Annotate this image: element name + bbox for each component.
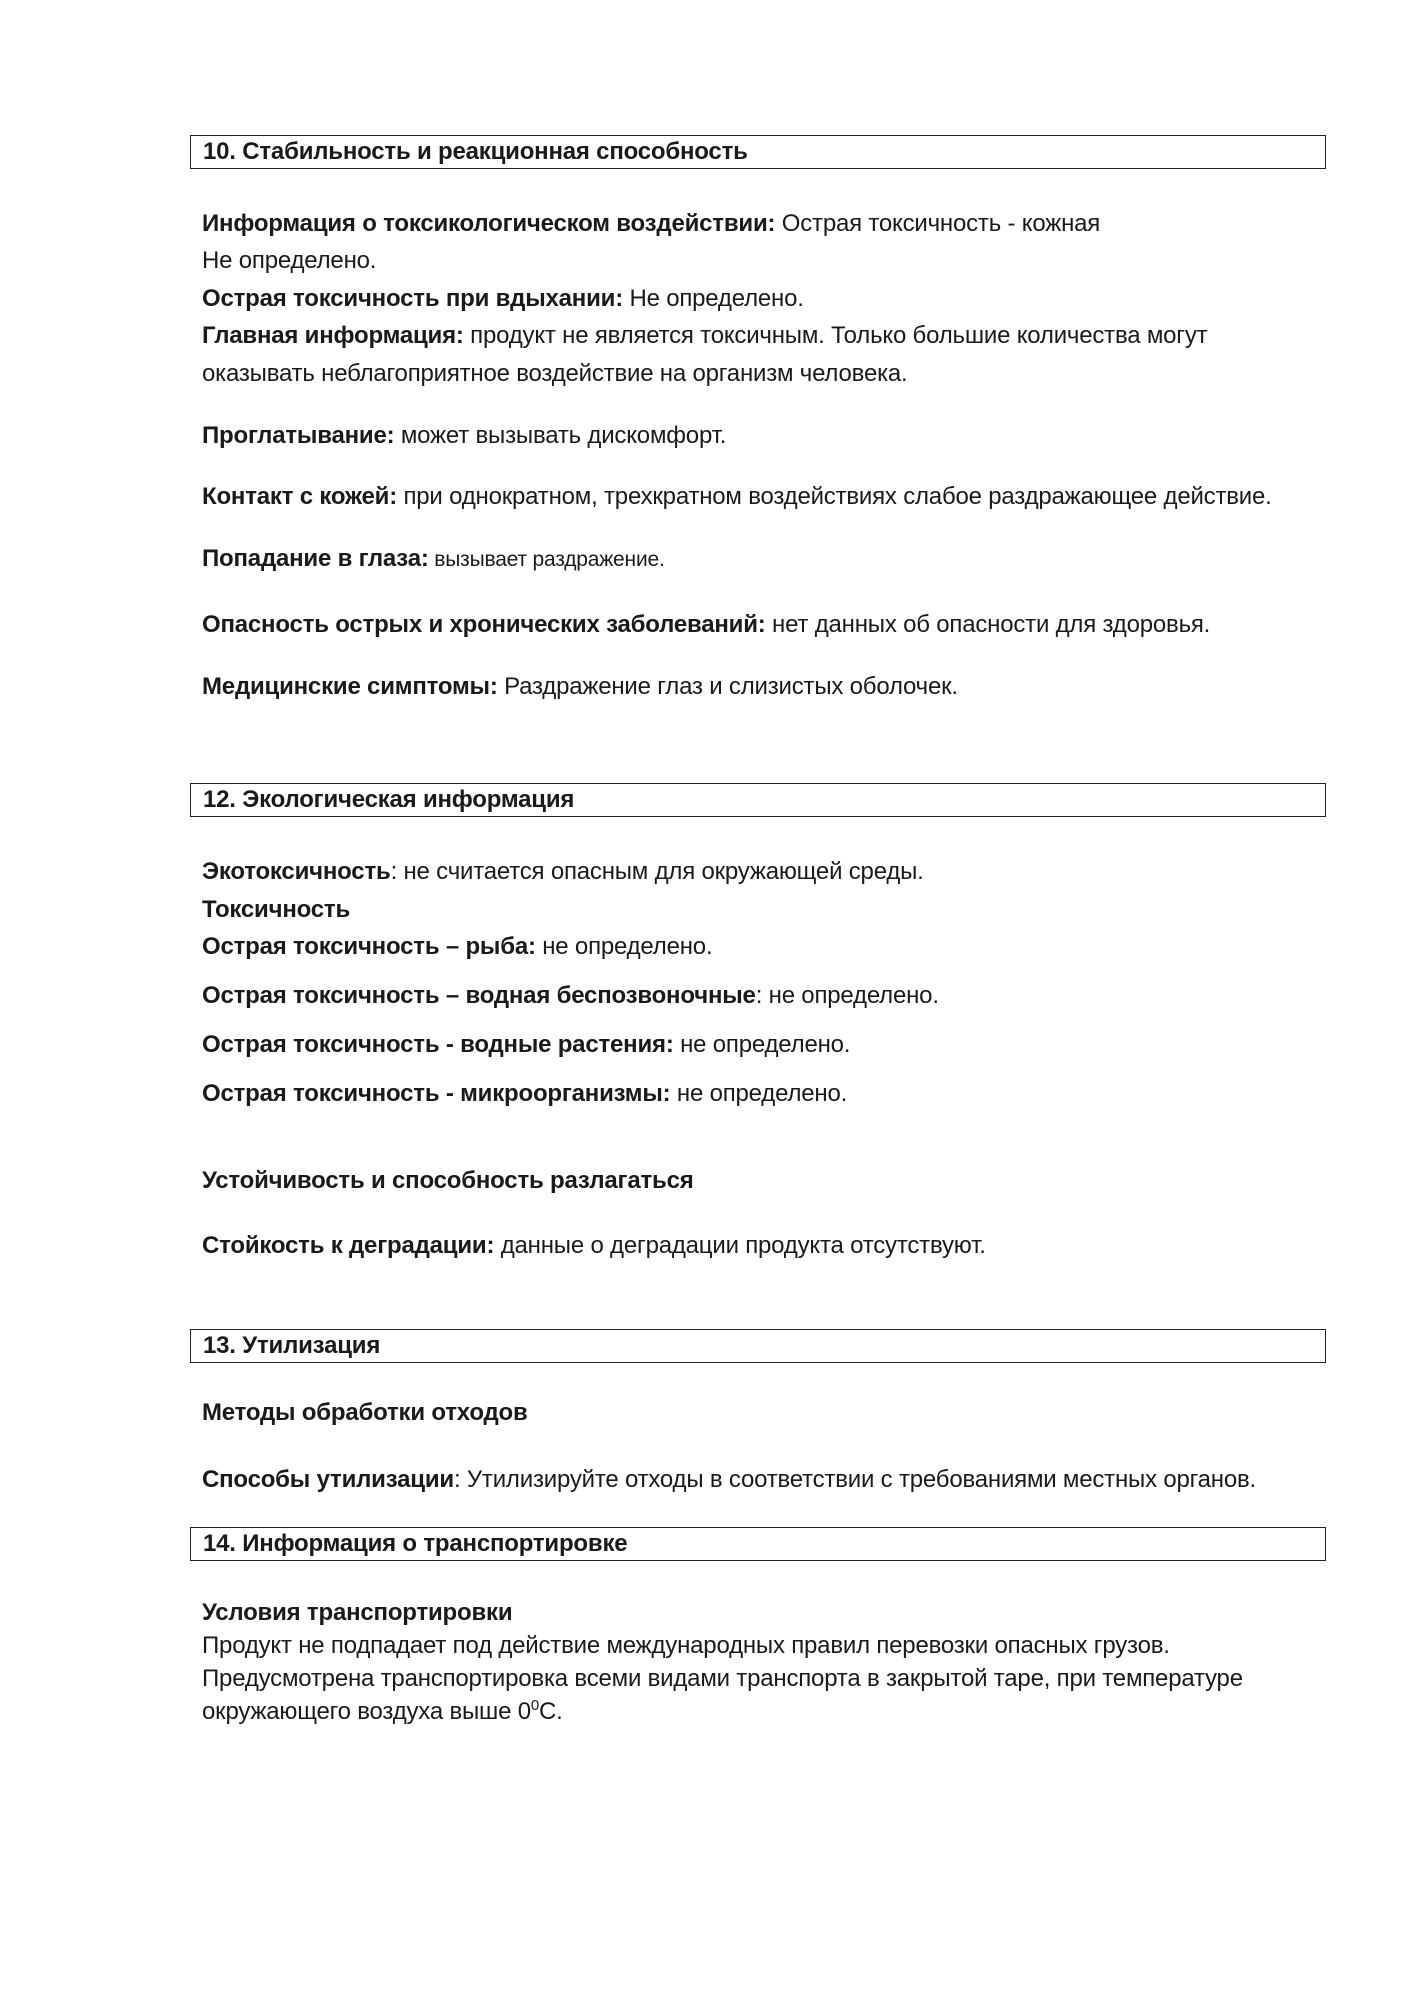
tox-info-line xyxy=(202,209,1100,239)
microorganisms-toxicity-value: не определено. xyxy=(670,1080,848,1107)
transport-line-1: Продукт не подпадает под действие международных правил перевозки опасных грузов. xyxy=(202,1632,1170,1659)
eye-contact-line xyxy=(202,544,665,575)
disease-danger-value: нет данных об опасности для здоровья. xyxy=(765,611,1211,638)
skin-contact-value: при однократном, трехкратном воздействиях слабое раздражающее действие. xyxy=(397,483,1272,510)
section-13-header: 13. Утилизация xyxy=(190,1329,1326,1363)
stability-heading: Устойчивость и способность разлагаться xyxy=(202,1167,694,1194)
tox-info-label: Информация о токсикологическом воздействии: xyxy=(202,210,776,237)
toxicity-heading: Токсичность xyxy=(202,896,351,923)
plants-toxicity-value: не определено. xyxy=(673,1031,851,1058)
degree-superscript: 0 xyxy=(530,1697,540,1714)
skin-contact-label: Контакт с кожей: xyxy=(202,483,397,510)
ecotoxicity-line xyxy=(202,857,924,887)
section-14-header: 14. Информация о транспортировке xyxy=(190,1527,1326,1561)
transport-line-2: Предусмотрена транспортировка всеми видами транспорта в закрытой таре, при температуре xyxy=(202,1665,1243,1692)
degradation-value: данные о деградации продукта отсутствуют. xyxy=(494,1232,986,1259)
ecotoxicity-value: : не считается опасным для окружающей среды. xyxy=(390,858,924,885)
microorganisms-toxicity-line xyxy=(202,1079,847,1109)
disposal-methods-value: : Утилизируйте отходы в соответствии с требованиями местных органов. xyxy=(453,1466,1257,1493)
swallowing-label: Проглатывание: xyxy=(202,422,395,449)
disposal-methods-line xyxy=(202,1465,1256,1495)
invertebrates-toxicity-label: Острая токсичность – водная беспозвоночные xyxy=(202,982,756,1009)
main-info-value: продукт не является токсичным. Только большие количества могут xyxy=(463,322,1208,349)
main-info-label: Главная информация: xyxy=(202,322,464,349)
degradation-label: Стойкость к деградации: xyxy=(202,1232,495,1259)
skin-contact-line xyxy=(202,482,1272,512)
swallowing-value: может вызывать дискомфорт. xyxy=(394,422,727,449)
fish-toxicity-value: не определено. xyxy=(535,933,713,960)
plants-toxicity-label: Острая токсичность - водные растения: xyxy=(202,1031,674,1058)
transport-conditions-heading: Условия транспортировки xyxy=(202,1599,513,1626)
disposal-methods-label: Способы утилизации xyxy=(202,1466,454,1493)
section-12-header: 12. Экологическая информация xyxy=(190,783,1326,817)
symptoms-label: Медицинские симптомы: xyxy=(202,673,498,700)
disease-danger-line xyxy=(202,610,1210,640)
inhalation-line xyxy=(202,284,804,314)
invertebrates-toxicity-line xyxy=(202,981,939,1011)
eye-contact-value: вызывает раздражение. xyxy=(428,548,665,571)
ecotoxicity-label: Экотоксичность xyxy=(202,858,391,885)
fish-toxicity-label: Острая токсичность – рыба: xyxy=(202,933,536,960)
microorganisms-toxicity-label: Острая токсичность - микроорганизмы: xyxy=(202,1080,671,1107)
transport-line-3-text: окружающего воздуха выше 0 xyxy=(202,1698,531,1725)
degradation-line xyxy=(202,1231,986,1261)
tox-info-value: Острая токсичность - кожная xyxy=(775,210,1101,237)
symptoms-line xyxy=(202,672,958,702)
disease-danger-label: Опасность острых и хронических заболеваний: xyxy=(202,611,766,638)
invertebrates-toxicity-value: : не определено. xyxy=(755,982,939,1009)
tox-info-continuation: Не определено. xyxy=(202,247,377,274)
symptoms-value: Раздражение глаз и слизистых оболочек. xyxy=(497,673,958,700)
eye-contact-label: Попадание в глаза: xyxy=(202,545,429,572)
transport-line-3-unit: С. xyxy=(539,1698,563,1725)
inhalation-value: Не определено. xyxy=(623,285,804,312)
main-info-line xyxy=(202,321,1207,351)
plants-toxicity-line xyxy=(202,1030,850,1060)
waste-methods-heading: Методы обработки отходов xyxy=(202,1399,528,1426)
transport-line-3 xyxy=(202,1697,563,1727)
swallowing-line xyxy=(202,421,726,451)
section-10-header: 10. Стабильность и реакционная способность xyxy=(190,135,1326,169)
main-info-continuation: оказывать неблагоприятное воздействие на организм человека. xyxy=(202,360,908,387)
fish-toxicity-line xyxy=(202,932,712,962)
inhalation-label: Острая токсичность при вдыхании: xyxy=(202,285,623,312)
